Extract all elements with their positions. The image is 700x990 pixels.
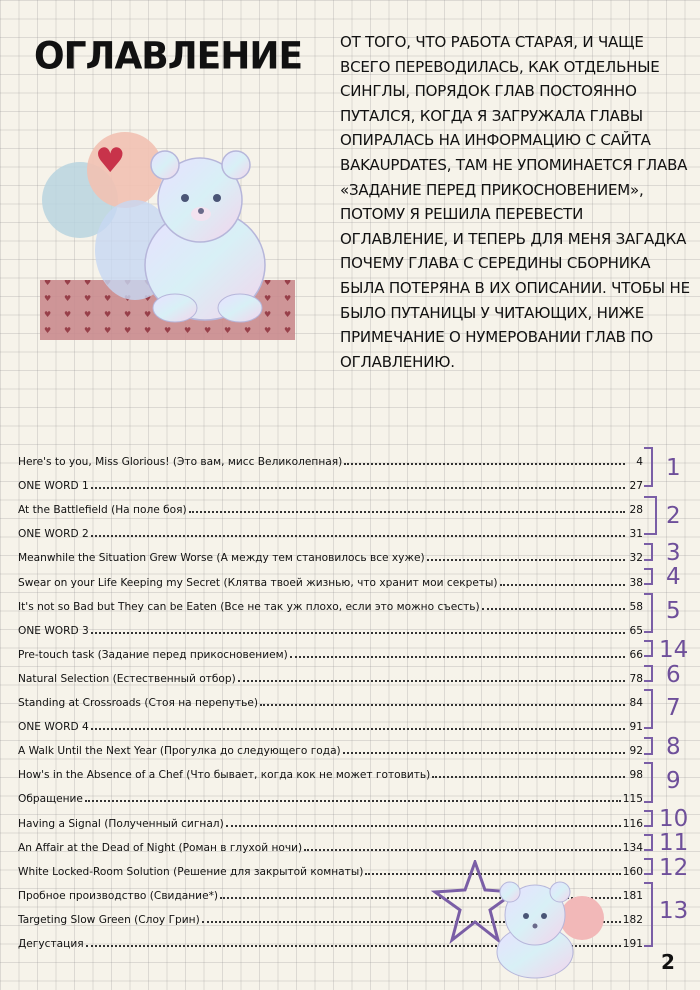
toc-page: 31 [629,528,643,541]
toc-title: An Affair at the Dead of Night (Роман в глухой ночи) [18,841,303,854]
toc-title: Обращение [18,793,83,806]
toc-row [18,564,643,588]
chapter-number: 2 [666,503,681,529]
leader-dots [427,559,625,561]
leader-dots [260,704,625,706]
leader-dots [304,849,621,851]
toc-page: 181 [622,889,643,902]
toc-title: Natural Selection (Естественный отбор) [18,672,236,685]
leader-dots [85,800,621,802]
toc-page: 115 [622,793,643,806]
bear-illustration [40,130,300,350]
chapter-number: 13 [659,898,689,924]
toc-page: 58 [629,600,643,613]
toc-row [18,685,643,709]
toc-page: 134 [622,841,643,854]
toc-page: 182 [622,913,643,926]
toc-title: Пробное производство (Свидание*) [18,889,219,902]
leader-dots [238,680,625,682]
chapter-number: 5 [666,598,681,624]
toc-page: 66 [629,648,643,661]
page-number: 2 [661,950,675,974]
toc-row [18,589,643,613]
leader-dots [500,584,625,586]
toc-title: ONE WORD 1 [18,480,89,493]
chapter-number: 11 [659,830,689,856]
chapter-number: 1 [666,455,681,481]
toc-page: 78 [629,672,643,685]
toc-title: Here's to you, Miss Glorious! (Это вам, мисс Великолепная) [18,456,343,469]
toc-page: 116 [622,817,643,830]
toc-row [18,468,643,492]
chapter-number: 14 [659,637,689,663]
translator-note: ОТ ТОГО, ЧТО РАБОТА СТАРАЯ, И ЧАЩЕ ВСЕГО ПЕРЕВОДИЛАСЬ, КАК ОТДЕЛЬНЫЕ СИНГЛЫ, ПОРЯДОК ГЛАВ ПОСТОЯННО ПУТАЛСЯ, КОГДА Я ЗАГРУЖАЛА ГЛАВЫ ОПИРАЛАСЬ НА ИНФОРМАЦИЮ С САЙТА BAKAUPDATES, ТАМ НЕ УПОМИНАЕТСЯ ГЛАВА «ЗАДАНИЕ ПЕРЕД ПРИКОСНОВЕНИЕМ», ПОТОМУ Я РЕШИЛА ПЕРЕВЕСТИ ОГЛАВЛЕНИЕ, И ТЕПЕРЬ ДЛЯ МЕНЯ ЗАГАДКА ПОЧЕМУ ГЛАВА С СЕРЕДИНЫ СБОРНИКА БЫЛА ПОТЕРЯНА В ИХ ОПИСАНИИ. ЧТОБЫ НЕ БЫЛО ПУТАНИЦЫ У ЧИТАЮЩИХ, НИЖЕ ПРИМЕЧАНИЕ О НУМЕРОВАНИИ ГЛАВ ПО ОГЛАВЛЕНИЮ. [340,33,690,371]
leader-dots [432,776,625,778]
toc-row [18,540,643,564]
toc-row [18,492,643,516]
leader-dots [91,487,625,489]
page-title: ОГЛАВЛЕНИЕ [34,34,303,79]
toc-row [18,661,643,685]
toc-row [18,733,643,757]
leader-dots [290,656,625,658]
toc-title: Meanwhile the Situation Grew Worse (А между тем становилось все хуже) [18,552,425,565]
toc-page: 84 [629,697,643,710]
chapter-number: 10 [659,806,689,832]
toc-row [18,444,643,468]
toc-title: It's not so Bad but They can be Eaten (Все не так уж плохо, если это можно съесть) [18,600,480,613]
toc-page: 4 [636,456,643,469]
toc-title: Standing at Crossroads (Стоя на перепутье) [18,697,258,710]
toc-page: 38 [629,576,643,589]
toc-title: A Walk Until the Next Year (Прогулка до следующего года) [18,745,341,758]
toc-page: 92 [629,745,643,758]
toc-page: 91 [629,721,643,734]
toc-page: 28 [629,504,643,517]
toc-row [18,709,643,733]
toc-row [18,757,643,781]
leader-dots [343,752,625,754]
toc-title: Дегустация [18,937,84,950]
toc-page: 65 [629,624,643,637]
leader-dots [189,511,625,513]
chapter-number: 4 [666,564,681,590]
toc-title: Swear on your Life Keeping my Secret (Клятва твоей жизнью, что хранит мои секреты) [18,576,498,589]
toc-row [18,830,643,854]
svg-text:♥: ♥ [95,141,126,181]
toc-page: 27 [629,480,643,493]
toc-title: Having a Signal (Полученный сигнал) [18,817,224,830]
chapter-number: 9 [666,768,681,794]
toc-row [18,781,643,805]
toc-title: How's in the Absence of a Chef (Что бывает, когда кок не может готовить) [18,769,431,782]
toc-row [18,805,643,829]
toc-page: 98 [629,769,643,782]
leader-dots [344,463,625,465]
leader-dots [91,535,625,537]
toc-title: At the Battlefield (На поле боя) [18,504,187,517]
toc-title: ONE WORD 2 [18,528,89,541]
toc-row [18,637,643,661]
chapter-number: 3 [666,540,681,566]
chapter-number: 6 [666,662,681,688]
toc-title: ONE WORD 3 [18,624,89,637]
leader-dots [226,825,621,827]
chapter-number: 7 [666,695,681,721]
chapter-number: 8 [666,734,681,760]
toc-row [18,516,643,540]
leader-dots [91,632,625,634]
toc-title: Pre-touch task (Задание перед прикосновением) [18,648,288,661]
toc-row [18,613,643,637]
leader-dots [91,728,625,730]
toc-page: 191 [622,937,643,950]
toc-page: 160 [622,865,643,878]
toc-title: Targeting Slow Green (Слоу Грин) [18,913,200,926]
chapter-number: 12 [659,855,689,881]
toc-title: White Locked-Room Solution (Решение для закрытой комнаты) [18,865,364,878]
toc-title: ONE WORD 4 [18,721,89,734]
toc-page: 32 [629,552,643,565]
leader-dots [482,608,625,610]
small-bear-illustration [430,860,610,980]
